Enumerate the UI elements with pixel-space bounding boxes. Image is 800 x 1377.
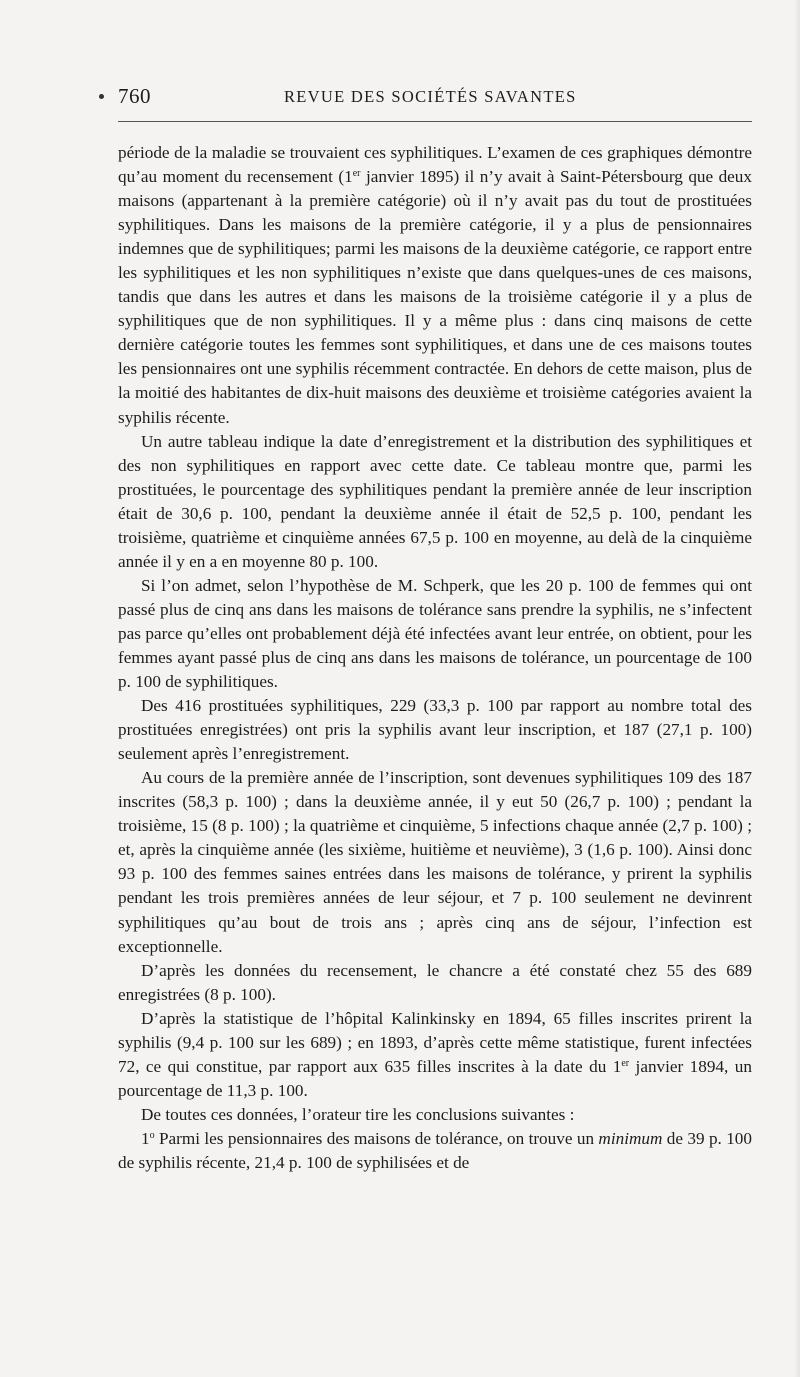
header-rule (118, 121, 752, 122)
paragraph-7 (118, 1007, 752, 1103)
paragraph-4: Des 416 prostituées syphilitiques, 229 (33,3 p. 100 par rapport au nombre total des prostituées enregistrées) ont pris la syphilis avant leur inscription, et 187 (27,1 p. 100) seulement après l’enregistrement. (118, 696, 752, 764)
emphasis-minimum: minimum (598, 1128, 663, 1148)
page-number: 760 (118, 84, 151, 108)
body-text (118, 141, 752, 1175)
paragraph-1 (118, 141, 752, 430)
paragraph-9-number: 1 (141, 1128, 150, 1148)
superscript-o: o (149, 1129, 155, 1141)
paragraph-6: D’après les données du recensement, le chancre a été constaté chez 55 des 689 enregistrées (8 p. 100). (118, 960, 752, 1004)
paragraph-7-text-a: D’après la statistique de l’hôpital Kalinkinsky en 1894, 65 filles inscrites prirent la syphilis (9,4 p. 100 sur les 689) ; en 1893, d’après cette même statistique, furent infectées 72, ce qui constitue, par rapport aux 635 filles inscrites à la date du 1 (118, 1008, 752, 1076)
paragraph-5: Au cours de la première année de l’inscription, sont devenues syphilitiques 109 des 187 inscrites (58,3 p. 100) ; dans la deuxième année, il y eut 50 (26,7 p. 100) ; pendant la troisième, 15 (8 p. 100) ; la quatrième et cinquième, 5 infections chaque année (2,7 p. 100) ; et, après la cinquième année (les sixième, huitième et neuvième), 3 (1,6 p. 100). Ainsi donc 93 p. 100 des femmes saines entrées dans les maisons de tolérance, y prirent la syphilis pendant les trois premières années de leur séjour, et 7 p. 100 seulement ne devinrent syphilitiques qu’au bout de trois ans ; après cinq ans de séjour, l’infection est exceptionnelle. (118, 768, 752, 956)
superscript-er: er (621, 1057, 630, 1069)
margin-bullet (99, 94, 104, 99)
page-spine-shadow (794, 0, 800, 1377)
paragraph-7-text-b: janvier 1894, un pourcentage de 11,3 p. 100. (118, 1056, 752, 1100)
paragraph-2: Un autre tableau indique la date d’enregistrement et la distribution des syphilitiques et des non syphilitiques en rapport avec cette date. Ce tableau montre que, parmi les prostituées, le pourcentage des syphilitiques pendant la première année de leur inscription était de 30,6 p. 100, pendant la deuxième année il était de 52,5 p. 100, pendant les troisième, quatrième et cinquième années 67,5 p. 100 en moyenne, au delà de la cinquième année il y en a en moyenne 80 p. 100. (118, 431, 752, 571)
page-header (118, 84, 752, 114)
paragraph-1-text-b: janvier 1895) il n’y avait à Saint-Pétersbourg que deux maisons (appartenant à la première catégorie) où il n’y avait pas du tout de prostituées syphilitiques. Dans les maisons de la première catégorie, il y a plus de pensionnaires indemnes que de syphilitiques; parmi les maisons de la deuxième catégorie, ce rapport entre les syphilitiques et les non syphilitiques n’existe que dans quelques-unes de ces maisons, tandis que dans les autres et dans les maisons de la troisième catégorie il y a plus de syphilitiques que de non syphilitiques. Il y a même plus : dans cinq maisons de cette dernière catégorie toutes les femmes sont syphilitiques, et dans une de ces maisons toutes les pensionnaires ont une syphilis récemment contractée. En dehors de cette maison, plus de la moitié des habitantes de dix-huit maisons des deuxième et troisième catégories avaient la syphilis récente. (118, 167, 752, 427)
paragraph-1-text-a: période de la maladie se trouvaient ces syphilitiques. L’examen de ces graphiques démontre qu’au moment du recensement (1 (118, 143, 752, 187)
paragraph-8: De toutes ces données, l’orateur tire les conclusions suivantes : (141, 1104, 575, 1124)
paragraph-9-text-b: Parmi les pensionnaires des maisons de tolérance, on trouve un (154, 1128, 599, 1148)
superscript-er: er (352, 168, 361, 180)
paragraph-3: Si l’on admet, selon l’hypothèse de M. Schperk, que les 20 p. 100 de femmes qui ont passé plus de cinq ans dans les maisons de tolérance sans prendre la syphilis, ne s’infectent pas parce qu’elles ont probablement déjà été infectées avant leur entrée, on obtient, pour les femmes ayant passé plus de cinq ans dans les maisons de tolérance, un pourcentage de 100 p. 100 de syphilitiques. (118, 575, 752, 692)
paragraph-9-text-c: de 39 p. 100 de syphilis récente, 21,4 p. 100 de syphilisées et de (118, 1128, 752, 1172)
paragraph-9 (118, 1127, 752, 1175)
running-title: REVUE DES SOCIÉTÉS SAVANTES (284, 87, 577, 106)
